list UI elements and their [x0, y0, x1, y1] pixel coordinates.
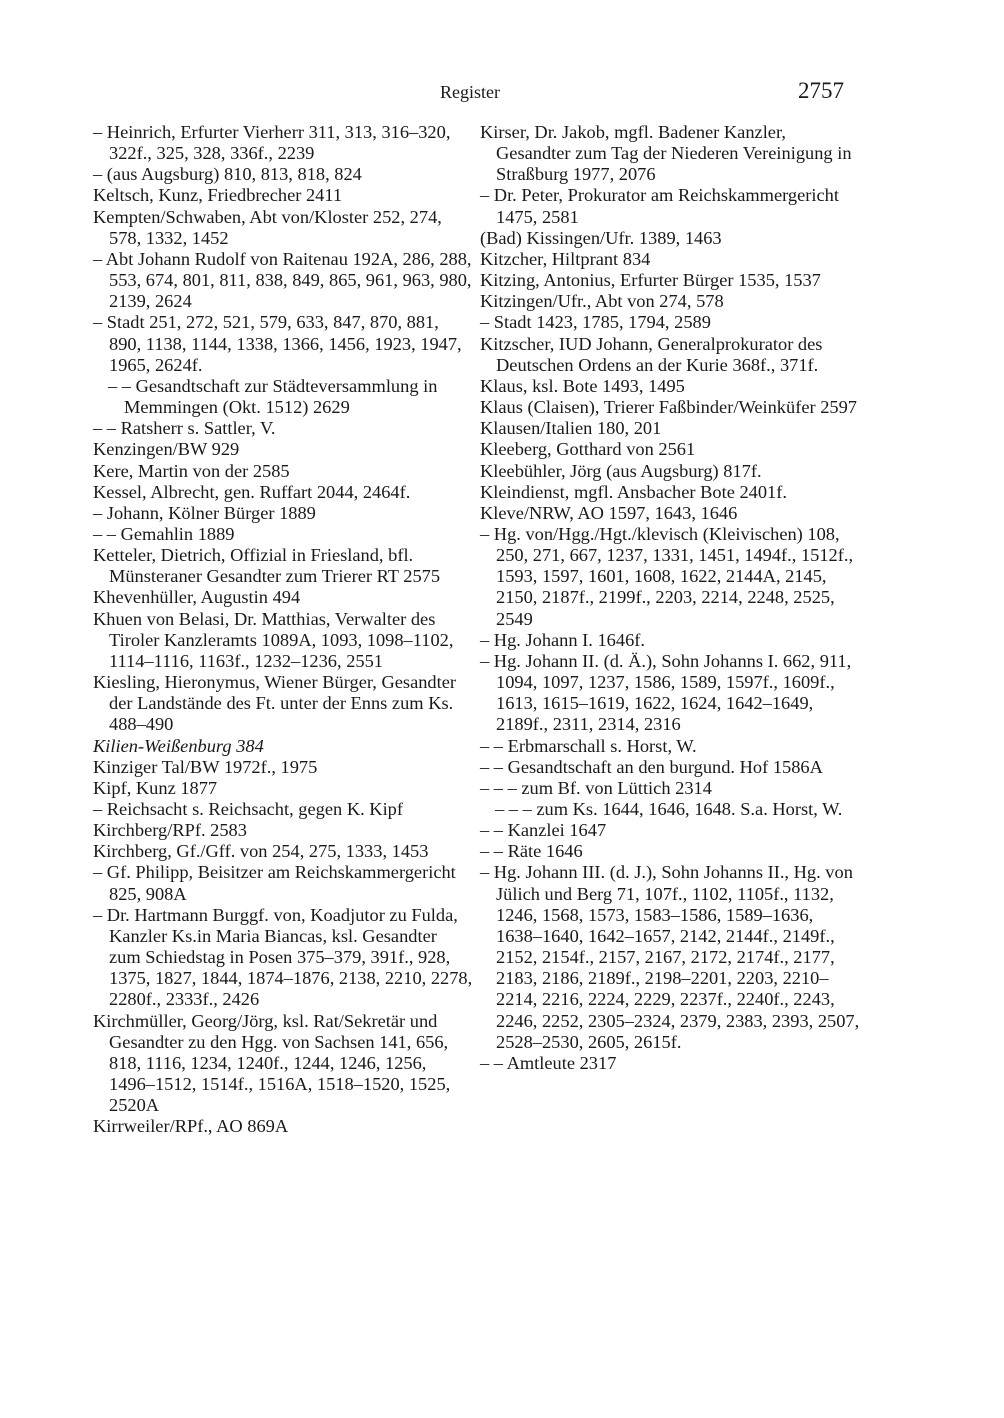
index-entry: – Dr. Peter, Prokurator am Reichskammergericht 1475, 2581 — [480, 185, 839, 227]
index-entry: Klaus, ksl. Bote 1493, 1495 — [480, 375, 685, 396]
index-entry: Klausen/Italien 180, 201 — [480, 418, 662, 439]
index-entry: – Heinrich, Erfurter Vierherr 311, 313, 316–320, 322f., 325, 328, 336f., 2239 — [93, 122, 451, 164]
index-entry: Kitzingen/Ufr., Abt von 274, 578 — [480, 291, 724, 312]
index-entry: – – – zum Bf. von Lüttich 2314 — [480, 777, 712, 798]
index-entry: – – Ratsherr s. Sattler, V. — [93, 418, 276, 439]
index-entry: – – Erbmarschall s. Horst, W. — [480, 735, 697, 756]
index-entry: – Reichsacht s. Reichsacht, gegen K. Kipf — [93, 799, 404, 819]
index-entry: – – Kanzlei 1647 — [480, 820, 607, 841]
index-entry: Kleeberg, Gotthard von 2561 — [480, 439, 696, 460]
index-entry: Kitzcher, Hiltprant 834 — [480, 248, 651, 269]
index-entry: – – Gesandtschaft an den burgund. Hof 1586A — [480, 756, 823, 777]
index-entry: – – Räte 1646 — [480, 841, 583, 862]
index-entry: Kirchberg, Gf./Gff. von 254, 275, 1333, 1453 — [93, 841, 429, 862]
index-entry: Kempten/Schwaben, Abt von/Kloster 252, 274, 578, 1332, 1452 — [93, 206, 442, 248]
index-entry: (Bad) Kissingen/Ufr. 1389, 1463 — [480, 227, 722, 248]
running-header: Register — [440, 82, 500, 102]
index-entry: Kessel, Albrecht, gen. Ruffart 2044, 2464f. — [93, 481, 411, 502]
index-entry: – Stadt 251, 272, 521, 579, 633, 847, 870, 881, 890, 1138, 1144, 1338, 1366, 1456, 1923, 1947, 1965, 2624f. — [93, 312, 462, 375]
index-entry: – Gf. Philipp, Beisitzer am Reichskammergericht 825, 908A — [93, 862, 456, 904]
index-entry: – – – zum Ks. 1644, 1646, 1648. S.a. Horst, W. — [495, 799, 843, 819]
index-entry: – Dr. Hartmann Burggf. von, Koadjutor zu Fulda, Kanzler Ks.in Maria Biancas, ksl. Gesandter zum Schiedstag in Posen 375–379, 391f., 928, 1375, 1827, 1844, 1874–1876, 2138, 2210, 2278, 2280f., 2333f., 2426 — [93, 904, 473, 1010]
index-entry: – Hg. Johann I. 1646f. — [480, 629, 645, 650]
index-entry: Kipf, Kunz 1877 — [93, 777, 218, 798]
index-entry: – Johann, Kölner Bürger 1889 — [93, 502, 316, 523]
index-entry: Kilien-Weißenburg 384 — [93, 735, 264, 756]
index-entry: Kenzingen/BW 929 — [93, 439, 240, 460]
index-entry: – – Gemahlin 1889 — [93, 523, 235, 544]
index-entry: – Stadt 1423, 1785, 1794, 2589 — [480, 312, 711, 333]
index-entry: – Hg. Johann II. (d. Ä.), Sohn Johanns I. 662, 911, 1094, 1097, 1237, 1586, 1589, 1597f., 1609f., 1613, 1615–1619, 1622, 1624, 1642–1649, 2189f., 2311, 2314, 2316 — [480, 650, 852, 735]
index-column-right — [480, 122, 860, 1074]
index-entry: Kirchberg/RPf. 2583 — [93, 820, 247, 841]
index-entry: – – Amtleute 2317 — [480, 1052, 617, 1073]
index-entry: Kiesling, Hieronymus, Wiener Bürger, Gesandter der Landstände des Ft. unter der Enns zum Ks. 488–490 — [93, 672, 457, 735]
index-entry: Kirchmüller, Georg/Jörg, ksl. Rat/Sekretär und Gesandter zu den Hgg. von Sachsen 141, 656, 818, 1116, 1234, 1240f., 1244, 1246, 1256, 1496–1512, 1514f., 1516A, 1518–1520, 1525, 2520A — [93, 1010, 451, 1116]
index-entry: Kleebühler, Jörg (aus Augsburg) 817f. — [480, 460, 762, 481]
index-entry: – Abt Johann Rudolf von Raitenau 192A, 286, 288, 553, 674, 801, 811, 838, 849, 865, 961, 963, 980, 2139, 2624 — [93, 248, 472, 312]
index-entry: Ketteler, Dietrich, Offizial in Friesland, bfl. Münsteraner Gesandter zum Trierer RT 2575 — [93, 545, 441, 587]
index-entry: – Hg. von/Hgg./Hgt./klevisch (Kleivischen) 108, 250, 271, 667, 1237, 1331, 1451, 1494f., 1512f., 1593, 1597, 1601, 1608, 1622, 2144A, 2145, 2150, 2187f., 2199f., 2203, 2214, 2248, 2525, 2549 — [480, 523, 854, 629]
index-column-left — [93, 122, 473, 1138]
index-entry: – (aus Augsburg) 810, 813, 818, 824 — [93, 164, 362, 185]
index-entry: Kleindienst, mgfl. Ansbacher Bote 2401f. — [480, 481, 787, 502]
index-entry: Kere, Martin von der 2585 — [93, 460, 290, 481]
index-entry: Kirrweiler/RPf., AO 869A — [93, 1116, 289, 1137]
page-number: 2757 — [798, 78, 844, 103]
index-entry: – Hg. Johann III. (d. J.), Sohn Johanns II., Hg. von Jülich und Berg 71, 107f., 1102, 1105f., 1132, 1246, 1568, 1573, 1583–1586, 1589–1636, 1638–1640, 1642–1657, 2142, 2144f., 2149f., 2152, 2154f., 2157, 2167, 2172, 2174f., 2177, 2183, 2186, 2189f., 2198–2201, 2203, 2210–2214, 2216, 2224, 2229, 2237f., 2240f., 2243, 2246, 2252, 2305–2324, 2379, 2383, 2393, 2507, 2528–2530, 2605, 2615f. — [480, 862, 860, 1052]
index-entry: Klaus (Claisen), Trierer Faßbinder/Weinküfer 2597 — [480, 397, 857, 418]
index-entry: Kleve/NRW, AO 1597, 1643, 1646 — [480, 502, 738, 523]
index-entry: Khevenhüller, Augustin 494 — [93, 587, 301, 608]
index-entry: Kitzscher, IUD Johann, Generalprokurator des Deutschen Ordens an der Kurie 368f., 371f. — [480, 333, 823, 375]
index-entry: Kinziger Tal/BW 1972f., 1975 — [93, 756, 318, 777]
index-entry: Keltsch, Kunz, Friedbrecher 2411 — [93, 185, 343, 206]
index-entry: Kitzing, Antonius, Erfurter Bürger 1535, 1537 — [480, 270, 821, 291]
index-entry: Kirser, Dr. Jakob, mgfl. Badener Kanzler, Gesandter zum Tag der Niederen Vereinigung in Straßburg 1977, 2076 — [480, 122, 852, 185]
index-entry: Khuen von Belasi, Dr. Matthias, Verwalter des Tiroler Kanzleramts 1089A, 1093, 1098–1102, 1114–1116, 1163f., 1232–1236, 2551 — [93, 608, 454, 671]
index-entry: – – Gesandtschaft zur Städteversammlung in Memmingen (Okt. 1512) 2629 — [108, 375, 438, 418]
